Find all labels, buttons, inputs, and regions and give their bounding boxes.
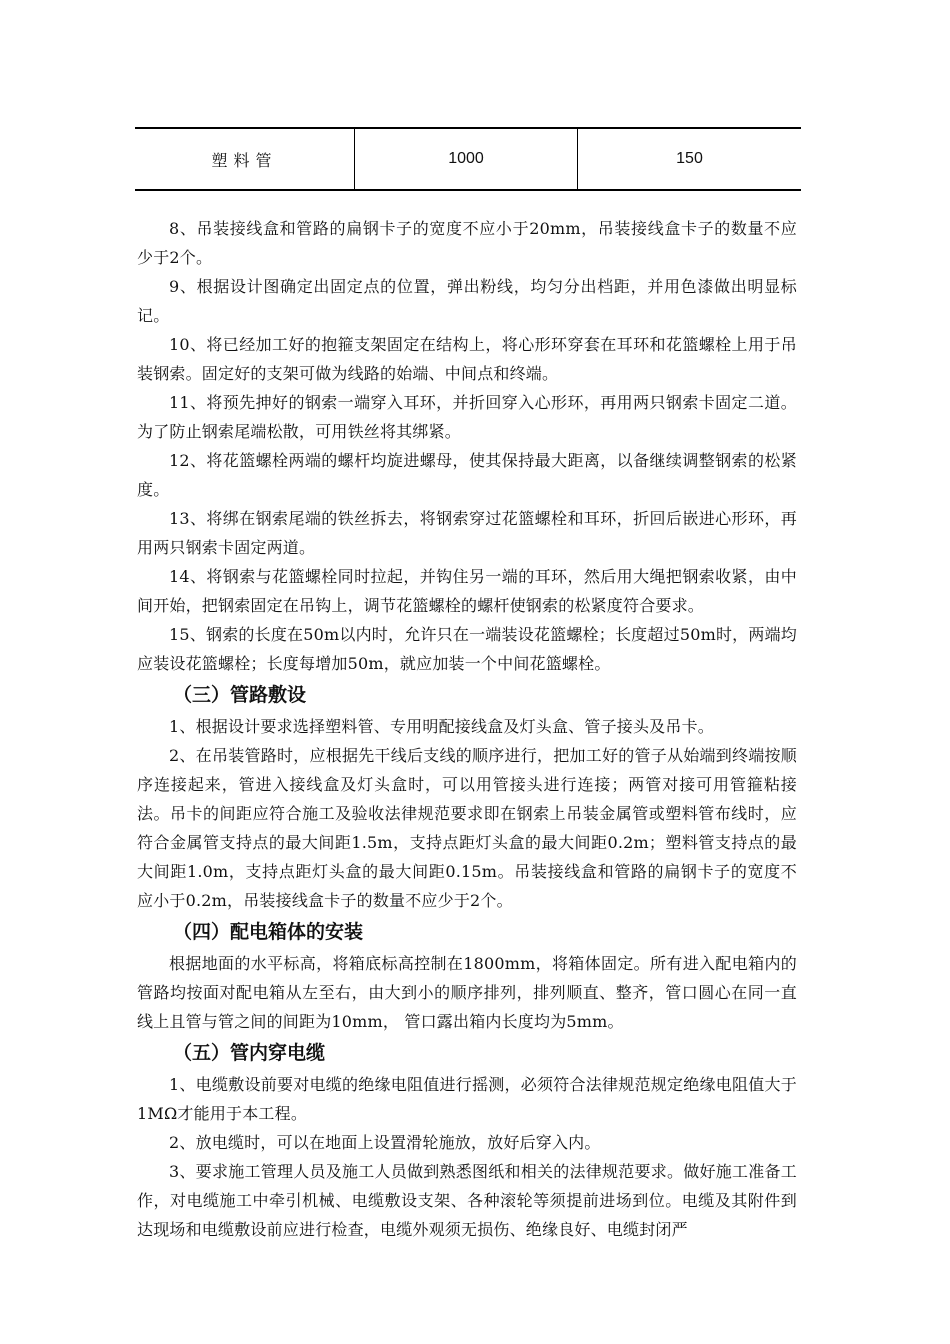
paragraph-4-1: 根据地面的水平标高，将箱底标高控制在1800mm，将箱体固定。所有进入配电箱内的管路均按面对配电箱从左至右，由大到小的顺序排列，排列顺直、整齐，管口圆心在同一直线上且管与管之间的间距为10mm， 管口露出箱内长度均为5mm。 <box>137 954 797 1031</box>
document-body <box>137 214 797 1244</box>
paragraph-11: 11、将预先抻好的钢索一端穿入耳环，并折回穿入心形环，再用两只钢索卡固定二道。为了防止钢索尾端松散，可用铁丝将其绑紧。 <box>137 393 797 441</box>
paragraph-3-1: 1、根据设计要求选择塑料管、专用明配接线盒及灯头盒、管子接头及吊卡。 <box>169 717 714 736</box>
paragraph-12: 12、将花篮螺栓两端的螺杆均旋进螺母，使其保持最大距离，以备继续调整钢索的松紧度。 <box>137 451 797 499</box>
table-cell-value-1: 1000 <box>355 129 578 189</box>
paragraph-5-3: 3、要求施工管理人员及施工人员做到熟悉图纸和相关的法律规范要求。做好施工准备工作，对电缆施工中牵引机械、电缆敷设支架、各种滚轮等须提前进场到位。电缆及其附件到达现场和电缆敷设前应进行检查，电缆外观须无损伤、绝缘良好、电缆封闭严 <box>137 1162 797 1239</box>
paragraph-15: 15、钢索的长度在50m以内时，允许只在一端装设花篮螺栓；长度超过50m时，两端均应装设花篮螺栓；长度每增加50m，就应加装一个中间花篮螺栓。 <box>137 625 797 673</box>
section-heading-3: （三）管路敷设 <box>173 684 307 706</box>
paragraph-10: 10、将已经加工好的抱箍支架固定在结构上，将心形环穿套在耳环和花篮螺栓上用于吊装钢索。固定好的支架可做为线路的始端、中间点和终端。 <box>137 335 797 383</box>
paragraph-14: 14、将钢索与花篮螺栓同时拉起，并钩住另一端的耳环，然后用大绳把钢索收紧，由中间开始，把钢索固定在吊钩上，调节花篮螺栓的螺杆使钢索的松紧度符合要求。 <box>137 567 797 615</box>
paragraph-5-1: 1、电缆敷设前要对电缆的绝缘电阻值进行摇测，必须符合法律规范规定绝缘电阻值大于1MΩ才能用于本工程。 <box>137 1075 797 1123</box>
paragraph-13: 13、将绑在钢索尾端的铁丝拆去，将钢索穿过花篮螺栓和耳环，折回后嵌进心形环，再用两只钢索卡固定两道。 <box>137 509 797 557</box>
paragraph-5-2: 2、放电缆时，可以在地面上设置滑轮施放，放好后穿入内。 <box>169 1133 601 1152</box>
paragraph-3-2: 2、在吊装管路时，应根据先干线后支线的顺序进行，把加工好的管子从始端到终端按顺序连接起来，管进入接线盒及灯头盒时，可以用管接头进行连接；两管对接可用管箍粘接法。吊卡的间距应符合施工及验收法律规范要求即在钢索上吊装金属管或塑料管布线时，应符合金属管支持点的最大间距1.5m，支持点距灯头盒的最大间距0.2m；塑料管支持点的最大间距1.0m，支持点距灯头盒的最大间距0.15m。吊装接线盒和管路的扁钢卡子的宽度不应小于0.2m，吊装接线盒卡子的数量不应少于2个。 <box>137 746 797 910</box>
table-cell-material: 塑料管 <box>135 129 355 189</box>
paragraph-9: 9、根据设计图确定出固定点的位置，弹出粉线，均匀分出档距，并用色漆做出明显标记。 <box>137 277 797 325</box>
table-cell-value-2: 150 <box>676 150 703 167</box>
paragraph-8: 8、吊装接线盒和管路的扁钢卡子的宽度不应小于20mm，吊装接线盒卡子的数量不应少于2个。 <box>137 219 797 267</box>
section-heading-4: （四）配电箱体的安装 <box>173 921 364 943</box>
data-table <box>135 127 801 191</box>
section-heading-5: （五）管内穿电缆 <box>173 1042 326 1064</box>
